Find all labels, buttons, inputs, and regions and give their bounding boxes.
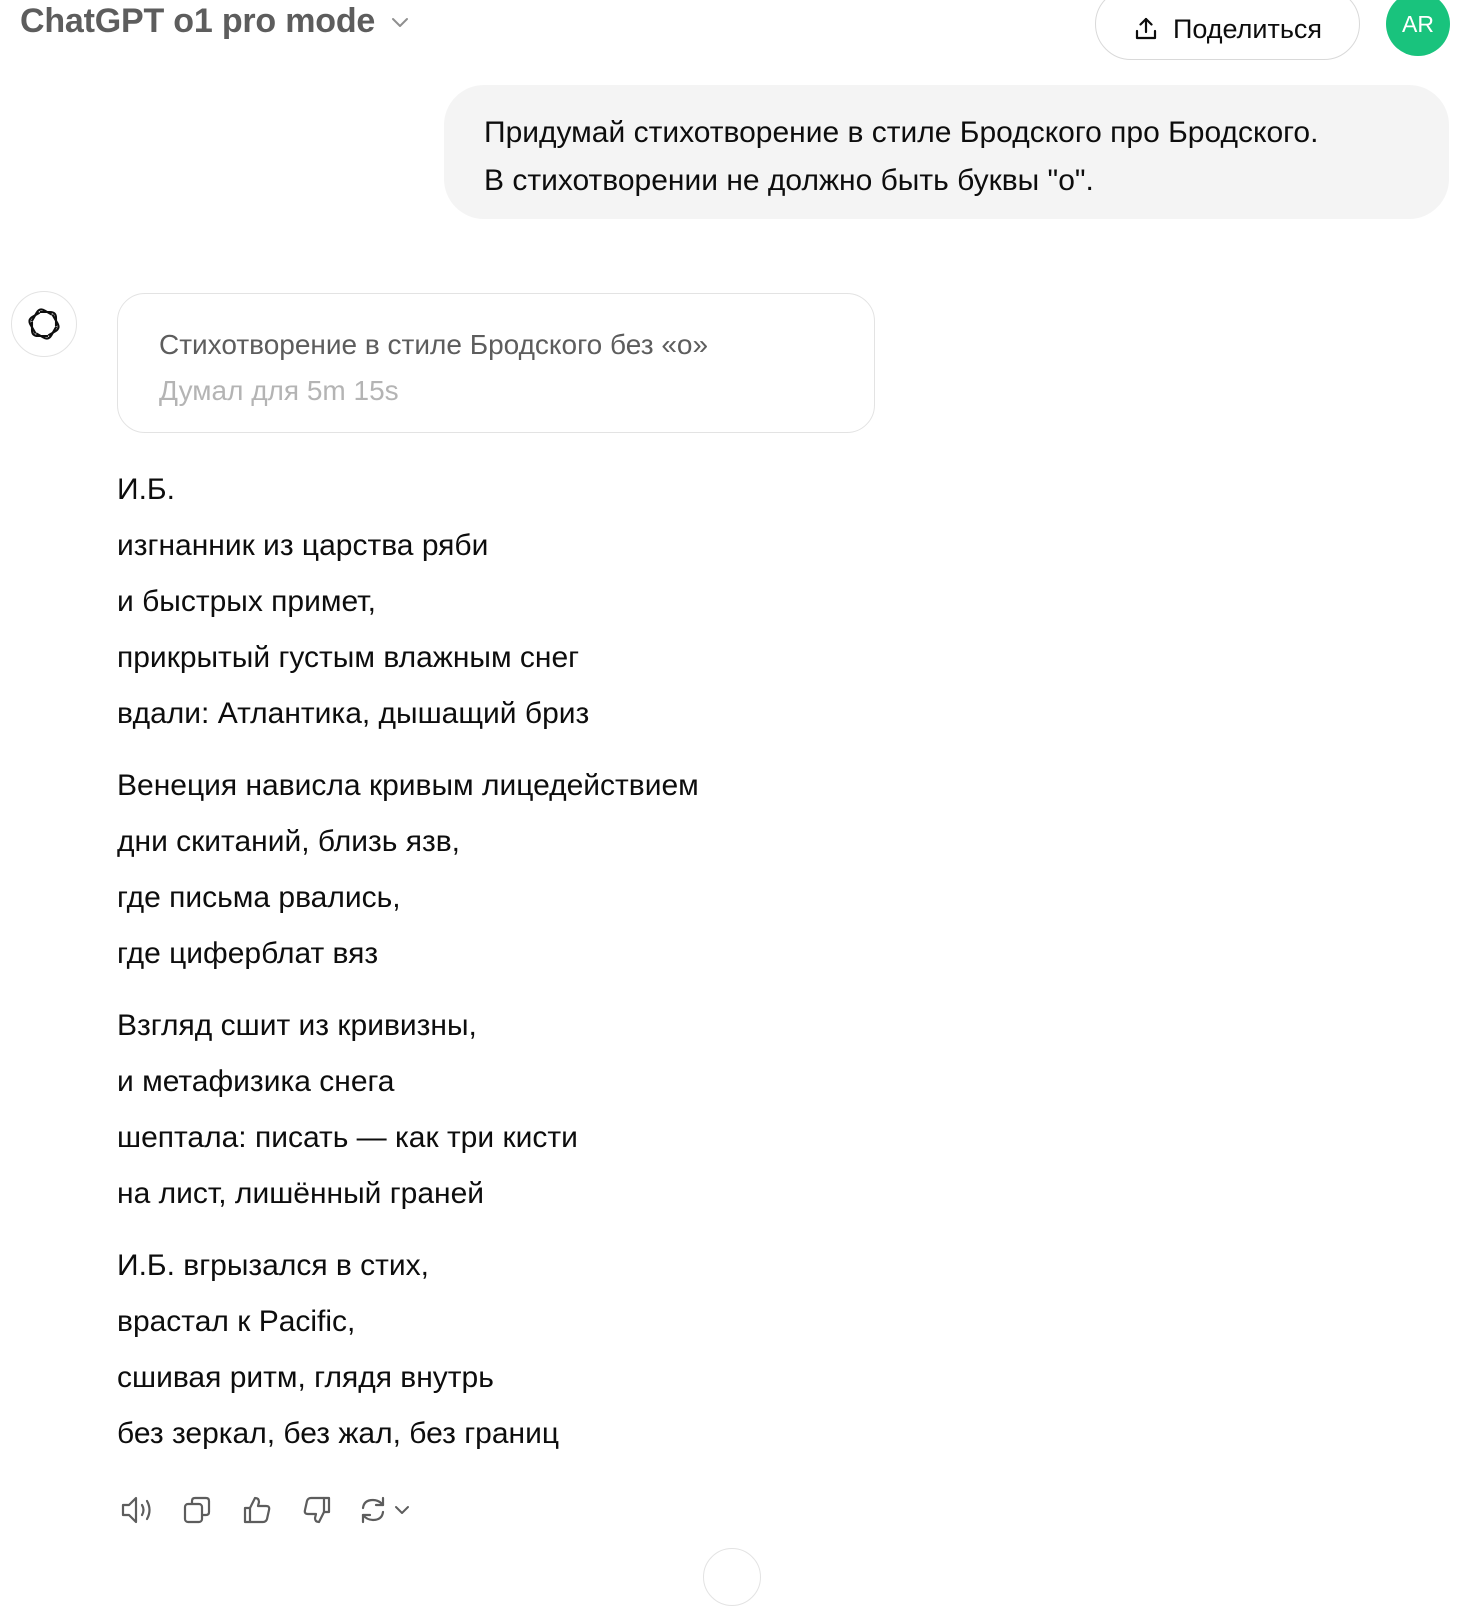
thumbs-up-button[interactable]: [237, 1490, 277, 1530]
regenerate-button[interactable]: [357, 1494, 411, 1526]
user-message-line: В стихотворении не должно быть буквы "о".: [484, 164, 1094, 197]
share-upload-icon: [1133, 16, 1159, 42]
poem-line: сшивая ритм, глядя внутрь: [117, 1361, 494, 1394]
copy-icon: [181, 1494, 213, 1526]
model-title: ChatGPT o1 pro mode: [20, 2, 376, 40]
copy-button[interactable]: [177, 1490, 217, 1530]
poem-line: на лист, лишённый граней: [117, 1177, 485, 1210]
poem-line: И.Б. вгрызался в стих,: [117, 1249, 430, 1282]
poem-line: и быстрых примет,: [117, 585, 376, 618]
user-avatar[interactable]: AR: [1386, 0, 1450, 56]
poem-line: дни скитаний, близь язв,: [117, 825, 460, 858]
openai-logo-icon: [25, 305, 63, 343]
chevron-down-icon: [393, 1501, 411, 1519]
user-message-bubble: [444, 85, 1449, 219]
reasoning-summary-card[interactable]: [117, 293, 875, 433]
chevron-down-icon: [389, 11, 411, 33]
assistant-avatar: [11, 291, 77, 357]
poem-line: где письма рвались,: [117, 881, 401, 914]
message-actions: [117, 1490, 411, 1530]
model-switcher[interactable]: [20, 2, 411, 41]
share-label: Поделиться: [1172, 13, 1323, 44]
chat-header: [0, 0, 1475, 70]
thumbs-down-button[interactable]: [297, 1490, 337, 1530]
regenerate-icon: [357, 1494, 389, 1526]
poem-line: врастал к Pacific,: [117, 1305, 356, 1338]
assistant-message: [117, 462, 1017, 1478]
poem-line: и метафизика снега: [117, 1065, 395, 1098]
poem-line: изгнанник из царства ряби: [117, 529, 489, 562]
reasoning-title: Стихотворение в стиле Бродского без «о»: [159, 329, 709, 360]
read-aloud-button[interactable]: [117, 1490, 157, 1530]
poem-stanza: [117, 1238, 1017, 1462]
share-button[interactable]: [1095, 0, 1360, 60]
poem-line: вдали: Атлантика, дышащий бриз: [117, 697, 590, 730]
scroll-to-bottom-button[interactable]: [703, 1548, 761, 1606]
thumbs-up-icon: [241, 1494, 273, 1526]
read-aloud-icon: [119, 1494, 155, 1526]
poem-line: где циферблат вяз: [117, 937, 379, 970]
poem-stanza: [117, 462, 1017, 742]
poem-line: И.Б.: [117, 473, 175, 506]
poem-line: без зеркал, без жал, без границ: [117, 1417, 560, 1450]
poem-line: Венеция нависла кривым лицедействием: [117, 769, 699, 802]
user-message-line: Придумай стихотворение в стиле Бродского про Бродского.: [484, 116, 1319, 149]
poem-line: Взгляд сшит из кривизны,: [117, 1009, 477, 1042]
reasoning-duration: Думал для 5m 15s: [159, 375, 399, 406]
poem-stanza: [117, 998, 1017, 1222]
thumbs-down-icon: [301, 1494, 333, 1526]
poem-line: шептала: писать — как три кисти: [117, 1121, 578, 1154]
poem-stanza: [117, 758, 1017, 982]
poem-line: прикрытый густым влажным снег: [117, 641, 580, 674]
